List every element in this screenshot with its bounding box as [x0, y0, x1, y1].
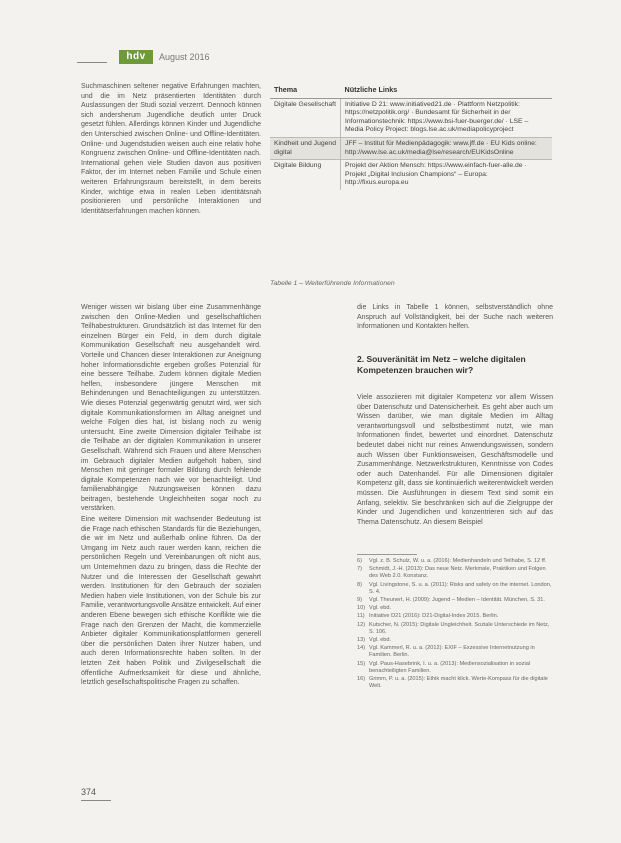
journal-badge: hdv [119, 50, 153, 64]
section-heading: 2. Souveränität im Netz – welche digitalen Kompetenzen brauchen wir? [357, 354, 526, 375]
table-cell-links: Projekt der Aktion Mensch: https://www.einfach-fuer-alle.de · Projekt „Digital Inclusion Champions“ – Europa: http://fixus.europa.eu [341, 160, 553, 190]
footnote: 9) Vgl. Theunert, H. (2009): Jugend – Medien – Identität. München, S. 31. [357, 597, 545, 604]
footer-rule [81, 800, 111, 801]
footnote: 14) Vgl. Kammerl, R. u. a. (2012): EXIF – Exzessive Internetnutzung in Familien. Berlin. [357, 645, 535, 659]
table-cell-theme: Digitale Bildung [270, 160, 341, 190]
links-table [270, 83, 552, 190]
table-row [270, 98, 552, 137]
footnotes [357, 558, 553, 691]
table-row [270, 137, 552, 159]
footnote: 7) Schmidt, J.-H. (2013): Das neue Netz. Merkmale, Praktiken und Folgen des Web 2.0. Konstanz. [357, 566, 546, 580]
footnote-rule [357, 554, 417, 555]
section-paragraph: Viele assoziieren mit digitaler Kompetenz vor allem Wissen über Datenschutz und Datensicherheit. Es geht aber auch um Wissen darüber, wie man digitale Medien im Alltag verantwortungsvoll und selbstbestimmt nutzt, wie man Informationen findet, bewertet und einordnet. Datenschutz bedeutet dabei nicht nur reines Anwendungswissen, sondern auch Wissen über Funktionsweisen, Geschäftsmodelle und Zusammenhänge. Netzwerkstrukturen, Kenntnisse von Codes oder auch Datenhandel. Für alle Dimensionen digitaler Kompetenz gilt, dass sie kontinuierlich weiterentwickelt werden müssen. Die Ausführungen in diesem Text sind somit ein Anfang, selektiv. Sie beschränken sich auf die Zielgruppe der Kinder und Jugendlichen und konzentrieren sich auf das Thema Datenschutz. An diesem Beispiel [357, 394, 553, 526]
table-cell-theme: Digitale Gesellschaft [270, 98, 341, 137]
left-bottom-paragraph: Eine weitere Dimension mit wachsender Bedeutung ist die Frage nach ethischen Standards für die Beziehungen, die wir im Netz und außerhalb online führen. Da der Umgang im Netz auch rauer werden kann, reichen die persönlichen Regeln und Vereinbarungen oft nicht aus, um Unternehmen dazu zu bringen, dass die Rechte der Nutzer und die Interessen der Gesellschaft gewahrt werden. Institutionen für den Gebrauch der sozialen Medien haben viele Institutionen, von der Schule bis zur Familie, verantwortungsvolle Ansätze entwickelt. Auf einer anderen Ebene bewegen sich ethische Konflikte wie die Frage nach den Grenzen der Macht, die kommerzielle Anbieter digitaler Kommunikationsplattformen generell über die persönlichen Daten ihrer Nutzer haben, und auch deren Informationsrechte haben sollten. In der letzten Zeit haben Politik und Zivilgesellschaft die öffentliche Aufmerksamkeit für diese und ähnliche, letztlich gesellschaftspolitische Fragen zu schaffen. [81, 516, 261, 687]
links-table-header-links: Nützliche Links [341, 83, 553, 98]
footnote: 16) Grimm, P. u. a. (2015): Ethik macht klick. Werte-Kompass für die digitale Welt. [357, 676, 548, 690]
page-number: 374 [81, 787, 97, 797]
footnote: 11) Initiative D21 (2016): D21-Digital-Index 2015. Berlin. [357, 613, 499, 620]
table-cell-links: Initiative D 21: www.initiatived21.de · Plattform Netzpolitik: https://netzpolitik.org/ · Bundesamt für Sicherheit in der Informationstechnik: https://www.bsi-fuer-buerger.de/ · LSE – Media Policy Project: blogs.lse.ac.uk/mediapolicyproject [341, 98, 553, 137]
left-top-paragraph: Suchmaschinen seltener negative Erfahrungen machten, und die im Netz präsentierten Identitäten durch Auslassungen der Studi sozial verzerrt. Dennoch können sich andersherum Jugendliche deutlich unter Druck gesetzt fühlen. Allerdings können Kinder und Jugendliche den Unterschied zwischen Online- und Offline-Identitäten. Online- und Jugendstudien weisen auch eine relativ hohe Kongruenz zwischen Online- und Offline-Identitäten nach. International gehen viele Studien davon aus positiven Faktor, der im Internet neben Familie und Schule einen weiteren Erfahrungsraum bereitstellt, in dem bereits Kinder, wichtige etwa in realen Leben identitätsnah positionieren und persönliche Interaktionen und Identitätserfahrungen machen können. [81, 83, 261, 215]
left-mid-paragraph: Weniger wissen wir bislang über eine Zusammenhänge zwischen den Online-Medien und gesellschaftlichen Teilhabestrukturen. Grundsätzlich ist das Internet für den einzelnen Bürger ein Feld, in dem durch digitale Kommunikation Gesellschaft neu ausgehandelt wird. Vorteile und Chancen dieser Interaktionen zur Aneignung hoher Informationsdichte ergeben großes Potenzial für eine bessere Teilhabe. Zudem können digitale Medien helfen, insbesondere jüngere Menschen mit Behinderungen und Benachteiligungen zu unterstützen. Wie dieses Potenzial gegenwärtig genutzt wird, wer sich digitale Kommunikationsformen im Alltag aneignet und welche Folgen dies hat, ist bislang noch zu wenig untersucht. Eine zweite Dimension digitaler Teilhabe ist die Teilhabe an der digitalen Kommunikation in unserer Gesellschaft. Während sich Frauen und ältere Menschen im Gebrauch digitaler Medien aufgeholt haben, sind Menschen mit geringer formaler Bildung durch fehlende digitale Kompetenzen nach wie vor benachteiligt. Und familienabhängige Nutzungsweisen können dazu beitragen, bestehende Ungleichheiten sogar noch zu verstärken. [81, 304, 261, 513]
links-table-header-theme: Thema [270, 83, 341, 98]
footnote: 6) Vgl. z. B. Schulz, W. u. a. (2016): Medienhandeln und Teilhabe, S. 12 ff. [357, 558, 547, 564]
table-cell-links: JFF – Institut für Medienpädagogik: www.jff.de · EU Kids online: http://www.lse.ac.uk/media@lse/research/EUKidsOnline [341, 137, 553, 159]
header-rule [77, 62, 107, 63]
footnote: 15) Vgl. Paus-Hasebrink, I. u. a. (2013): Mediensozialisation in sozial benachteiligten Familien. [357, 660, 531, 674]
right-mid-paragraph: die Links in Tabelle 1 können, selbstverständlich ohne Anspruch auf Vollständigkeit, bei der Suche nach weiteren Informationen und Kontakten helfen. [357, 304, 553, 331]
links-table-header [270, 83, 552, 98]
footnote: 8) Vgl. Livingstone, S. u. a. (2011): Risks and safety on the internet. London, S. 4. [357, 581, 552, 595]
table-caption: Tabelle 1 – Weiterführende Informationen [270, 280, 395, 287]
issue-date: August 2016 [159, 52, 210, 62]
footnote: 12) Kutscher, N. (2015): Digitale Ungleichheit. Soziale Unterschiede im Netz, S. 106. [357, 621, 550, 635]
table-cell-theme: Kindheit und Jugend digital [270, 137, 341, 159]
footnote: 13) Vgl. ebd. [357, 637, 392, 644]
table-row [270, 160, 552, 190]
footnote: 10) Vgl. ebd. [357, 605, 392, 612]
